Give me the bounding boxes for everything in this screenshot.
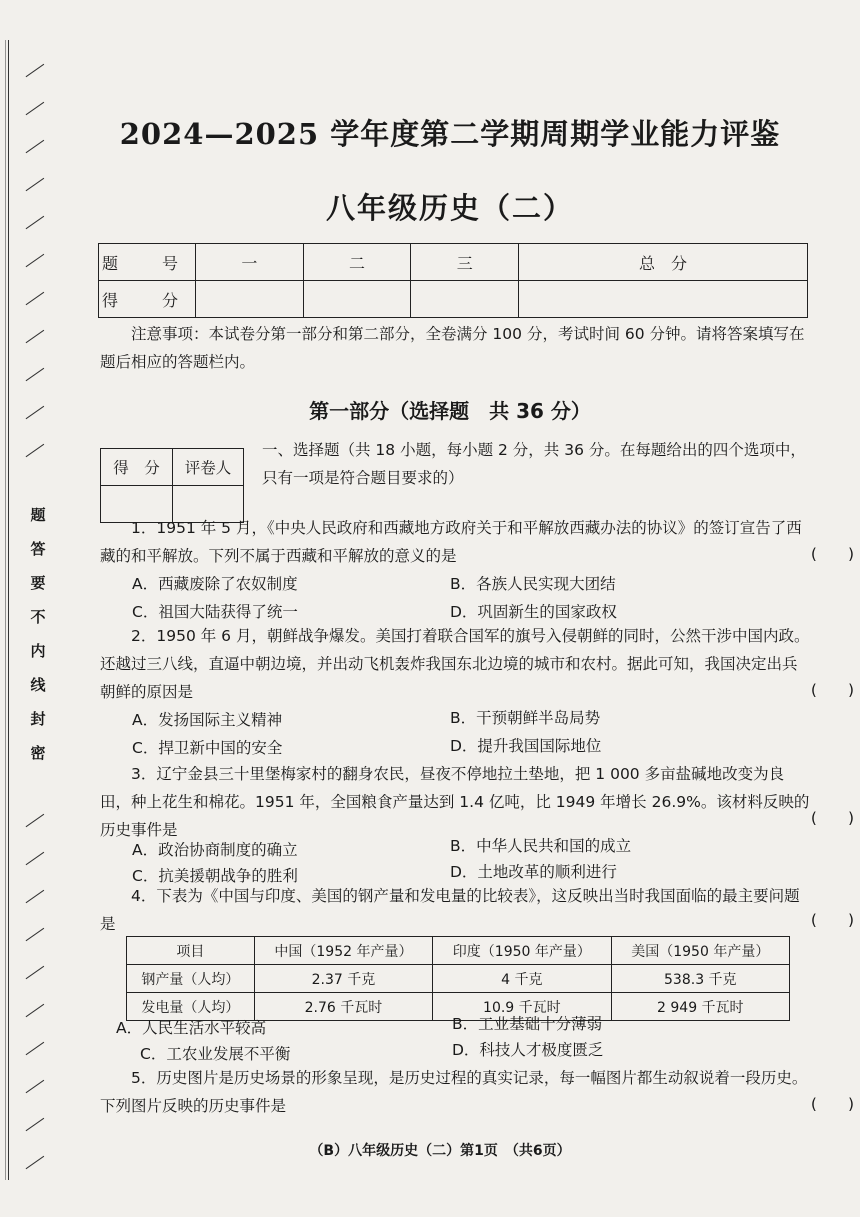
exam-subtitle: 八年级历史（二） — [325, 191, 574, 225]
option-a[interactable]: A．政治协商制度的确立 — [132, 841, 298, 859]
option-c[interactable]: C．捍卫新中国的安全 — [132, 739, 283, 757]
comparison-cell: 538.3 千克 — [611, 965, 789, 993]
slash-mark — [26, 1004, 45, 1018]
slash-mark — [26, 330, 45, 344]
grader-name-label: 评卷人 — [173, 449, 244, 486]
score-cell[interactable] — [196, 281, 304, 318]
grader-table — [100, 448, 244, 523]
option-c[interactable]: C．祖国大陆获得了统一 — [132, 603, 298, 621]
question-stem: 1．1951 年 5 月，《中央人民政府和西藏地方政府关于和平解放西藏办法的协议》的签订宣告了西藏的和平解放。下列不属于西藏和平解放的意义的是 — [100, 519, 802, 565]
slash-mark — [26, 1156, 45, 1170]
score-cell[interactable] — [411, 281, 519, 318]
option-a[interactable]: A．发扬国际主义精神 — [132, 711, 283, 729]
comparison-header: 美国（1950 年产量） — [611, 937, 789, 965]
question-5 — [100, 1064, 812, 1120]
slash-mark — [26, 140, 45, 154]
binding-line — [5, 40, 6, 1180]
slash-mark — [26, 216, 45, 230]
seal-line-text: 题 答 要 不 内 线 封 密 — [30, 506, 46, 762]
page-footer: （B）八年级历史（二）第1页 （共6页） — [309, 1143, 571, 1159]
option-a[interactable]: A．人民生活水平较高 — [116, 1019, 267, 1037]
question-4 — [100, 882, 812, 938]
slash-mark — [26, 102, 45, 116]
slash-mark — [26, 814, 45, 828]
slash-mark — [26, 890, 45, 904]
comparison-table — [126, 936, 790, 1021]
score-table-header: 题 号 — [99, 244, 196, 281]
exam-notice: 注意事项：本试卷分第一部分和第二部分，全卷满分 100 分，考试时间 60 分钟。请将答案填写在题后相应的答题栏内。 — [100, 325, 805, 371]
score-table-header: 一 — [196, 244, 304, 281]
question-2 — [100, 622, 812, 706]
option-c[interactable]: C．工农业发展不平衡 — [140, 1045, 291, 1063]
comparison-cell: 2.37 千克 — [254, 965, 432, 993]
comparison-cell: 发电量（人均） — [127, 993, 255, 1021]
option-b[interactable]: B．各族人民实现大团结 — [450, 575, 616, 593]
answer-bracket[interactable]: ( ) — [810, 545, 854, 563]
option-b[interactable]: B．工业基础十分薄弱 — [452, 1015, 603, 1033]
comparison-header: 中国（1952 年产量） — [254, 937, 432, 965]
score-table-header: 总 分 — [519, 244, 808, 281]
answer-bracket[interactable]: ( ) — [810, 809, 854, 827]
answer-bracket[interactable]: ( ) — [810, 681, 854, 699]
comparison-cell: 10.9 千瓦时 — [433, 993, 611, 1021]
slash-mark — [26, 444, 45, 458]
slash-mark — [26, 1080, 45, 1094]
slash-mark — [26, 254, 45, 268]
comparison-header: 项目 — [127, 937, 255, 965]
exam-title: 2024—2025 学年度第二学期周期学业能力评鉴 — [119, 117, 781, 151]
option-d[interactable]: D．土地改革的顺利进行 — [450, 863, 617, 881]
option-b[interactable]: B．中华人民共和国的成立 — [450, 837, 632, 855]
score-cell[interactable] — [303, 281, 411, 318]
slash-mark — [26, 64, 45, 78]
score-row-label: 得 分 — [99, 281, 196, 318]
option-a[interactable]: A．西藏废除了农奴制度 — [132, 575, 298, 593]
part-title: 第一部分（选择题 共 36 分） — [309, 399, 591, 423]
score-cell[interactable] — [519, 281, 808, 318]
comparison-cell: 4 千克 — [433, 965, 611, 993]
score-table-header: 二 — [303, 244, 411, 281]
comparison-header: 印度（1950 年产量） — [433, 937, 611, 965]
slash-mark — [26, 1118, 45, 1132]
question-stem: 3．辽宁金县三十里堡梅家村的翻身农民，昼夜不停地拉土垫地，把 1 000 多亩盐碱地改变为良田，种上花生和棉花。1951 年，全国粮食产量达到 1.4 亿吨，比 1949 年增长 26.9%。该材料反映的历史事件是 — [100, 765, 810, 839]
section-instructions: 一、选择题（共 18 小题，每小题 2 分，共 36 分。在每题给出的四个选项中，只有一项是符合题目要求的） — [262, 441, 806, 487]
binding-strip — [0, 40, 58, 1190]
slash-mark — [26, 1042, 45, 1056]
slash-mark — [26, 928, 45, 942]
question-stem: 2．1950 年 6 月，朝鲜战争爆发。美国打着联合国军的旗号入侵朝鲜的同时，公然干涉中国内政。还越过三八线，直逼中朝边境，并出动飞机轰炸我国东北边境的城市和农村。据此可知，我国决定出兵朝鲜的原因是 — [100, 627, 810, 701]
slash-mark — [26, 406, 45, 420]
option-d[interactable]: D．巩固新生的国家政权 — [450, 603, 617, 621]
option-d[interactable]: D．提升我国国际地位 — [450, 737, 602, 755]
score-table-header: 三 — [411, 244, 519, 281]
answer-bracket[interactable]: ( ) — [810, 1095, 854, 1113]
question-stem: 5．历史图片是历史场景的形象呈现，是历史过程的真实记录，每一幅图片都生动叙说着一段历史。下列图片反映的历史事件是 — [100, 1069, 808, 1115]
slash-mark — [26, 178, 45, 192]
question-stem: 4．下表为《中国与印度、美国的钢产量和发电量的比较表》，这反映出当时我国面临的最主要问题是 — [100, 887, 800, 933]
slash-mark — [26, 292, 45, 306]
score-table — [98, 243, 808, 318]
answer-bracket[interactable]: ( ) — [810, 911, 854, 929]
comparison-cell: 2.76 千瓦时 — [254, 993, 432, 1021]
slash-mark — [26, 966, 45, 980]
option-c[interactable]: C．抗美援朝战争的胜利 — [132, 867, 298, 885]
binding-line — [8, 40, 9, 1180]
option-d[interactable]: D．科技人才极度匮乏 — [452, 1041, 604, 1059]
slash-mark — [26, 852, 45, 866]
slash-mark — [26, 368, 45, 382]
grader-score-label: 得 分 — [101, 449, 173, 486]
comparison-cell: 2 949 千瓦时 — [611, 993, 789, 1021]
question-1 — [100, 514, 812, 570]
option-b[interactable]: B．干预朝鲜半岛局势 — [450, 709, 601, 727]
comparison-cell: 钢产量（人均） — [127, 965, 255, 993]
